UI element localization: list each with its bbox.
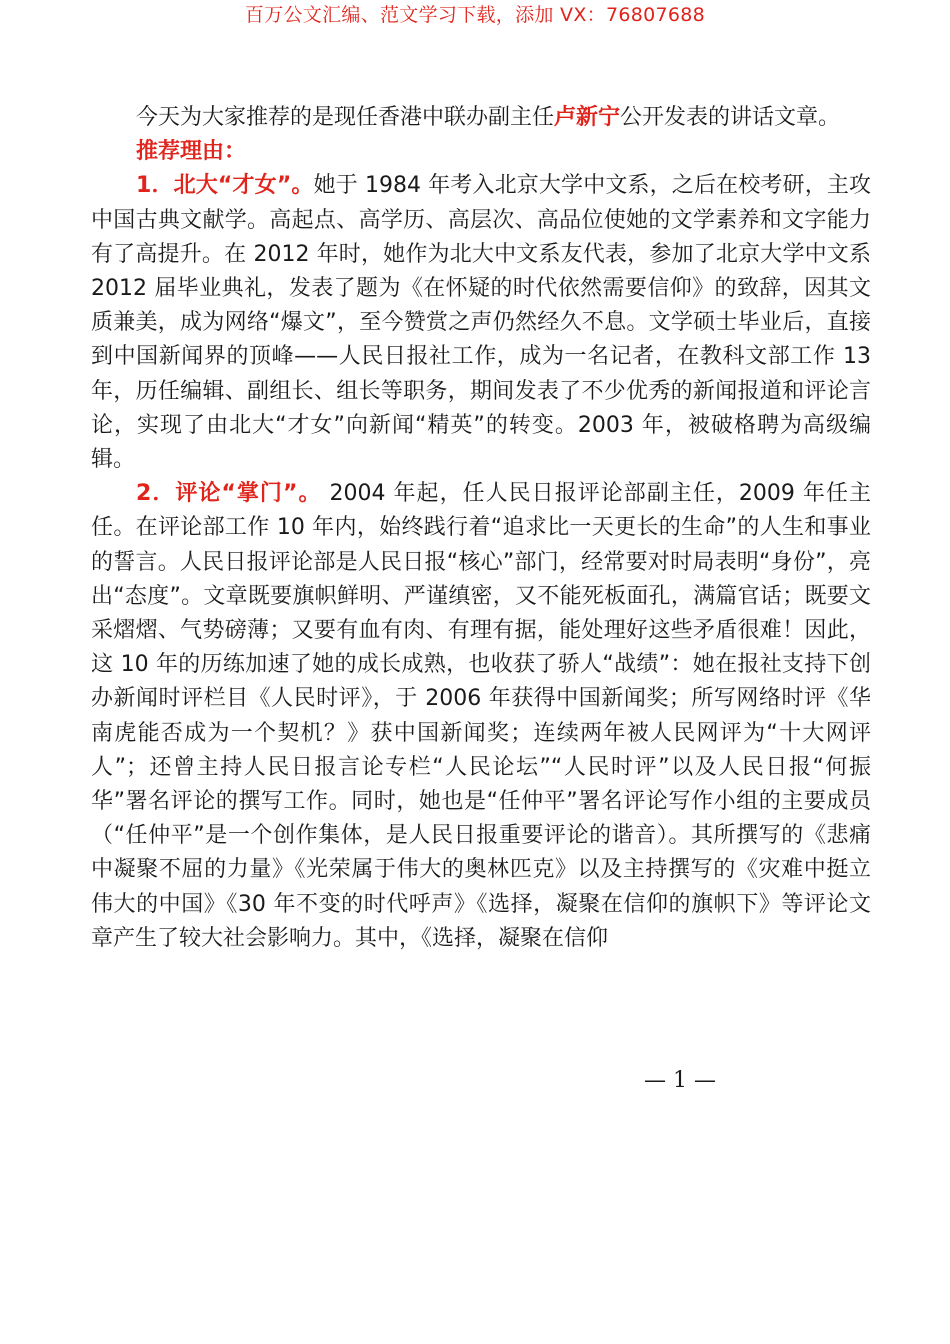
header-banner: 百万公文汇编、范文学习下载，添加 VX：76807688 — [244, 4, 706, 26]
page-number: — 1 — — [644, 1068, 716, 1093]
document-body — [91, 101, 871, 956]
reason-label: 推荐理由： — [136, 139, 247, 165]
section-body-2: 2004 年起，任人民日报评论部副主任，2009 年任主任。在评论部工作 10 年内，始终践行着“追求比一天更长的生命”的人生和事业的誓言。人民日报评论部是人民日报“核心”部门，经常要对时局表明“身份”，亮出“态度”。文章既要旗帜鲜明、严谨缜密，又不能死板面孔，满篇官话；既要文采熠熠、气势磅薄；又要有血有肉、有理有据，能处理好这些矛盾很难！因此，这 10 年的历练加速了她的成长成熟，也收获了骄人“战绩”：她在报社支持下创办新闻时评栏目《人民时评》，于 2006 年获得中国新闻奖；所写网络时评《华南虎能否成为一个契机？》获中国新闻奖；连续两年被人民网评为“十大网评人”；还曾主持人民日报言论专栏“人民论坛”“人民时评”以及人民日报“何振华”署名评论的撰写工作。同时，她也是“任仲平”署名评论写作小组的主要成员（“任仲平”是一个创作集体，是人民日报重要评论的谐音）。其所撰写的《悲痛中凝聚不屈的力量》《光荣属于伟大的奥林匹克》以及主持撰写的《灾难中挺立伟大的中国》《30 年不变的时代呼声》《选择，凝聚在信仰的旗帜下》等评论文章产生了较大社会影响力。其中，《选择，凝聚在信仰 — [91, 481, 871, 951]
highlighted-name: 卢新宁 — [554, 105, 621, 130]
intro-paragraph — [91, 101, 871, 135]
section-body-1: 她于 1984 年考入北京大学中文系，之后在校考研，主攻中国古典文献学。高起点、高学历、高层次、高品位使她的文学素养和文字能力有了高提升。在 2012 年时，她作为北大中文系友代表，参加了北京大学中文系 2012 届毕业典礼，发表了题为《在怀疑的时代依然需要信仰》的致辞，因其文质兼美，成为网络“爆文”，至今赞赏之声仍然经久不息。文学硕士毕业后，直接到中国新闻界的顶峰——人民日报社工作，成为一名记者，在教科文部工作 13 年，历任编辑、副组长、组长等职务，期间发表了不少优秀的新闻报道和评论言论，实现了由北大“才女”向新闻“精英”的转变。2003 年，被破格聘为高级编辑。 — [91, 173, 871, 473]
section-heading-1: 1．北大“才女”。 — [136, 173, 314, 199]
section-heading-2: 2．评论“掌门”。 — [136, 481, 322, 507]
intro-text-after: 公开发表的讲话文章。 — [620, 105, 841, 130]
section-paragraph-2 — [91, 477, 871, 956]
section-paragraph-1 — [91, 169, 871, 477]
reason-label-paragraph — [91, 135, 871, 169]
intro-text-before: 今天为大家推荐的是现任香港中联办副主任 — [136, 105, 555, 130]
